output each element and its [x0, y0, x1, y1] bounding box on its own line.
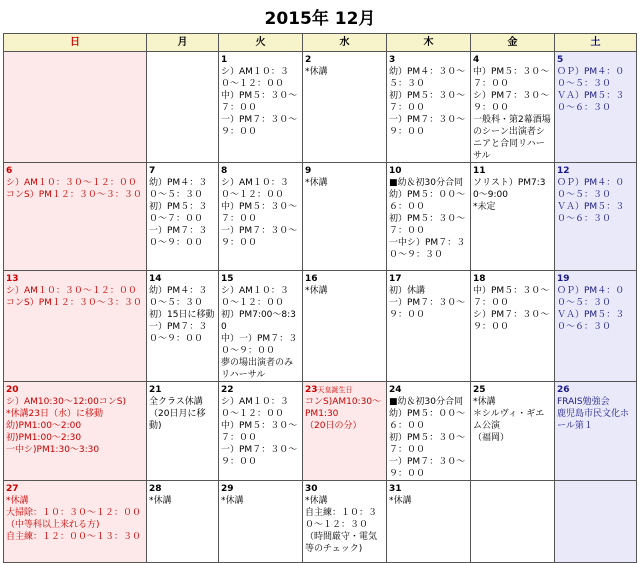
schedule-entry: 初）休講 — [389, 286, 426, 296]
day-number-text: 7 — [149, 166, 156, 176]
day-number — [149, 384, 216, 396]
schedule-entry: シ）PM７：３０〜９：００ — [473, 310, 550, 332]
schedule-entry: 一）PM７：３０〜９：００ — [221, 445, 298, 467]
schedule-entry: 一中シ)PM1:30〜3:30 — [6, 445, 100, 455]
schedule-entry: FRAIS勉強会 — [557, 397, 610, 407]
schedule-entry: （時間厳守・電気等のチェック) — [305, 532, 378, 554]
day-number-text: 10 — [389, 166, 402, 176]
calendar-day-cell — [555, 163, 637, 271]
schedule-entry: *未定 — [473, 202, 496, 212]
calendar-empty-cell — [471, 481, 555, 563]
schedule-entry: ＶＡ）PM５：３０〜６：３０ — [557, 310, 625, 332]
schedule-entry: ■幼＆初30分合同 — [389, 178, 463, 188]
weekday-friday: 金 — [471, 34, 555, 52]
calendar-week-row — [4, 481, 637, 563]
calendar-day-cell — [303, 271, 387, 382]
day-number — [6, 483, 144, 495]
day-number-text: 16 — [305, 274, 318, 284]
schedule-entry: *休講 — [389, 496, 412, 506]
day-number — [305, 165, 384, 177]
calendar-day-cell — [219, 271, 303, 382]
day-number — [221, 273, 300, 285]
calendar-day-cell — [471, 382, 555, 481]
calendar-empty-cell — [555, 481, 637, 563]
calendar-day-cell — [219, 163, 303, 271]
calendar-week-row — [4, 271, 637, 382]
schedule-entry: 一中シ）PM７：３０〜９：３０ — [389, 238, 466, 260]
day-number-text: 26 — [557, 385, 570, 395]
day-number-text: 14 — [149, 274, 162, 284]
weekday-saturday: 土 — [555, 34, 637, 52]
day-number-text: 20 — [6, 385, 19, 395]
schedule-entry: 一）PM７：３０〜９：００ — [149, 322, 208, 344]
calendar-day-cell — [555, 382, 637, 481]
calendar-title: 2015年 12月 — [264, 9, 376, 29]
calendar-day-cell — [471, 163, 555, 271]
day-number-text: 2 — [305, 55, 312, 65]
day-number-text: 25 — [473, 385, 486, 395]
schedule-entry: *休講 — [6, 496, 29, 506]
schedule-entry: 中）PM５：３０〜７：００ — [221, 421, 298, 443]
calendar-day-cell — [555, 52, 637, 163]
day-number — [473, 54, 552, 66]
schedule-entry: 中）PM５：３０〜７：００ — [473, 67, 550, 89]
weekday-sunday: 日 — [4, 34, 147, 52]
day-number-text: 27 — [6, 484, 19, 494]
day-number — [557, 384, 634, 396]
day-number — [6, 273, 144, 285]
day-number-text: 24 — [389, 385, 402, 395]
calendar-day-cell — [303, 382, 387, 481]
schedule-entry: *休講 — [305, 178, 328, 188]
day-number — [305, 384, 384, 396]
schedule-entry: 夢の場出演者のみリハーサル — [221, 358, 294, 380]
calendar-day-cell — [4, 271, 147, 382]
schedule-entry: シ）AM１０：３０〜１２：００ — [221, 178, 289, 200]
day-number-text: 29 — [221, 484, 234, 494]
schedule-entry: 自主練：１０：３０〜１２：３０ — [305, 508, 378, 530]
day-number — [149, 165, 216, 177]
schedule-entry: 初）PM５：３０〜７：００ — [389, 91, 466, 113]
schedule-entry: ＊シルヴィ・ギエム公演 — [473, 409, 545, 431]
schedule-entry: シ）AM１０：３０〜１２：００ — [221, 397, 289, 419]
day-number-text: 11 — [473, 166, 486, 176]
schedule-entry: 一）PM７：３０〜９：００ — [389, 115, 466, 137]
schedule-entry: 中）PM５：３０〜７：００ — [221, 202, 298, 224]
schedule-entry: 一）PM７：３０〜９：００ — [149, 226, 208, 248]
schedule-entry: シ）AM１０：３０〜１２：００ — [6, 286, 137, 296]
schedule-entry: 中）PM５：３０〜７：００ — [221, 91, 298, 113]
schedule-entry: コンS）PM１２：３０〜３：３０ — [6, 190, 142, 200]
schedule-entry: シ）AM１０：３０〜１２：００ — [6, 178, 137, 188]
day-number-text: 21 — [149, 385, 162, 395]
day-number-text: 23 — [305, 385, 318, 395]
schedule-entry: *休講23日（水）に移動 — [6, 409, 103, 419]
schedule-entry: ＯＰ）PM４：００〜５：３０ — [557, 67, 625, 89]
schedule-entry: 幼）PM４：３０〜５：３０ — [389, 67, 466, 89]
schedule-entry: 自主練：１２：００〜１３：３０ — [6, 532, 142, 542]
calendar-day-cell — [555, 271, 637, 382]
day-number — [221, 54, 300, 66]
schedule-entry: *休講 — [149, 496, 172, 506]
calendar-week-row — [4, 163, 637, 271]
day-number-text: 18 — [473, 274, 486, 284]
calendar-day-cell — [4, 163, 147, 271]
day-number — [389, 165, 468, 177]
calendar-day-cell — [471, 271, 555, 382]
day-number-text: 31 — [389, 484, 402, 494]
weekday-thursday: 木 — [387, 34, 471, 52]
schedule-entry: 初）PM５：３０〜７：００ — [389, 214, 466, 236]
schedule-entry: （20日の分） — [305, 421, 362, 431]
day-number — [6, 165, 144, 177]
calendar-day-cell — [147, 382, 219, 481]
day-number-text: 28 — [149, 484, 162, 494]
schedule-entry: 一般科・第2幕酒場のシーン出演者シニアと合同リハーサル — [473, 115, 551, 161]
day-number-text: 22 — [221, 385, 234, 395]
schedule-entry: 初)PM1:00〜2:30 — [6, 433, 82, 443]
calendar-day-cell — [387, 52, 471, 163]
calendar-day-cell — [387, 382, 471, 481]
calendar-day-cell — [471, 52, 555, 163]
day-number — [305, 273, 384, 285]
schedule-entry: *休講 — [305, 496, 328, 506]
schedule-entry: 初）15日に移動 — [149, 310, 215, 320]
day-number — [473, 165, 552, 177]
calendar-week-row — [4, 52, 637, 163]
schedule-entry: 鹿児島市民文化ホール第１ — [557, 409, 630, 431]
day-number — [557, 54, 634, 66]
schedule-entry: *休講 — [305, 67, 328, 77]
day-number-text: 5 — [557, 55, 564, 65]
schedule-entry: 一）PM７：３０〜９：００ — [221, 115, 298, 137]
schedule-entry: *休講 — [305, 286, 328, 296]
day-number-text: 19 — [557, 274, 570, 284]
day-number-text: 30 — [305, 484, 318, 494]
holiday-label: 天皇誕生日 — [317, 386, 353, 394]
schedule-entry: 幼）PM４：３０〜５：３０ — [149, 286, 208, 308]
day-number — [221, 165, 300, 177]
schedule-entry: ＯＰ）PM４：００〜５：３０ — [557, 286, 625, 308]
calendar-day-cell — [219, 382, 303, 481]
schedule-entry: シ）AM10:30〜12:00コンS) — [6, 397, 127, 407]
day-number — [389, 483, 468, 495]
calendar-grid — [3, 33, 637, 563]
day-number — [6, 384, 144, 396]
schedule-entry: コンS)AM10:30〜PM1:30 — [305, 397, 382, 419]
schedule-entry: 幼）PM４：３０〜５：３０ — [149, 178, 208, 200]
weekday-header-row — [4, 34, 637, 52]
schedule-entry: 初）PM５：３０〜７：００ — [389, 433, 466, 455]
schedule-entry: 一）PM７：３０〜９：００ — [221, 226, 298, 248]
calendar-day-cell — [387, 271, 471, 382]
schedule-entry: 全クラス休講 — [149, 397, 203, 407]
calendar-day-cell — [303, 163, 387, 271]
schedule-entry: 大掃除：１０：３０〜１２：００ — [6, 508, 142, 518]
day-number-text: 8 — [221, 166, 228, 176]
day-number-text: 3 — [389, 55, 396, 65]
schedule-entry: 中）一）PM７：３０〜９：００ — [221, 334, 298, 356]
schedule-entry: シ）PM７：３０〜９：００ — [473, 91, 550, 113]
schedule-entry: 一）PM７：３０〜９：００ — [389, 457, 466, 479]
schedule-entry: （福岡） — [473, 433, 510, 443]
day-number — [473, 273, 552, 285]
schedule-entry: （20日月に移動) — [149, 409, 206, 431]
schedule-entry: ソリスト）PM7:30〜9:00 — [473, 178, 546, 200]
calendar-day-cell — [147, 163, 219, 271]
schedule-entry: ＶＡ）PM５：３０〜６：３０ — [557, 91, 625, 113]
calendar-day-cell — [4, 481, 147, 563]
calendar-day-cell — [4, 382, 147, 481]
calendar-day-cell — [219, 481, 303, 563]
day-number-text: 17 — [389, 274, 402, 284]
day-number-text: 6 — [6, 166, 13, 176]
schedule-entry: コンS）PM１２：３０〜３：３０ — [6, 298, 142, 308]
calendar-day-cell — [303, 481, 387, 563]
schedule-entry: シ）AM１０：３０〜１２：００ — [221, 286, 289, 308]
day-number — [557, 273, 634, 285]
schedule-entry: （中等科以上来れる方) — [6, 520, 100, 530]
day-number — [389, 273, 468, 285]
schedule-entry: 一）PM７：３０〜９：００ — [389, 298, 466, 320]
schedule-entry: シ）AM１０：３０〜１２：００ — [221, 67, 289, 89]
schedule-entry: ＯＰ）PM４：００〜５：３０ — [557, 178, 625, 200]
day-number-text: 12 — [557, 166, 570, 176]
day-number-text: 1 — [221, 55, 228, 65]
calendar-day-cell — [147, 481, 219, 563]
calendar-week-row — [4, 382, 637, 481]
schedule-entry: ■幼＆初30分合同 — [389, 397, 463, 407]
day-number — [389, 54, 468, 66]
calendar-empty-cell — [147, 52, 219, 163]
weekday-monday: 月 — [147, 34, 219, 52]
day-number-text: 15 — [221, 274, 234, 284]
day-number-text: 9 — [305, 166, 312, 176]
schedule-entry: *休講 — [221, 496, 244, 506]
schedule-entry: 幼)PM1:00〜2:00 — [6, 421, 82, 431]
schedule-entry: 中）PM５：３０〜７：００ — [473, 286, 550, 308]
calendar-empty-cell — [4, 52, 147, 163]
day-number — [149, 483, 216, 495]
day-number — [473, 384, 552, 396]
day-number — [389, 384, 468, 396]
calendar-day-cell — [387, 481, 471, 563]
day-number-text: 4 — [473, 55, 480, 65]
calendar-day-cell — [387, 163, 471, 271]
day-number-text: 13 — [6, 274, 19, 284]
day-number — [305, 483, 384, 495]
schedule-entry: 幼）PM５：００〜６：００ — [389, 190, 466, 212]
schedule-entry: 初）PM５：３０〜７：００ — [149, 202, 208, 224]
day-number — [557, 165, 634, 177]
day-number — [221, 483, 300, 495]
calendar-day-cell — [303, 52, 387, 163]
calendar-day-cell — [147, 271, 219, 382]
day-number — [221, 384, 300, 396]
weekday-tuesday: 火 — [219, 34, 303, 52]
calendar-day-cell — [219, 52, 303, 163]
schedule-entry: ＶＡ）PM５：３０〜６：３０ — [557, 202, 625, 224]
schedule-entry: 初）PM7:00〜8:30 — [221, 310, 296, 332]
schedule-entry: *休講 — [473, 397, 496, 407]
weekday-wednesday: 水 — [303, 34, 387, 52]
schedule-entry: 幼）PM５：００〜６：００ — [389, 409, 466, 431]
day-number — [305, 54, 384, 66]
day-number — [149, 273, 216, 285]
